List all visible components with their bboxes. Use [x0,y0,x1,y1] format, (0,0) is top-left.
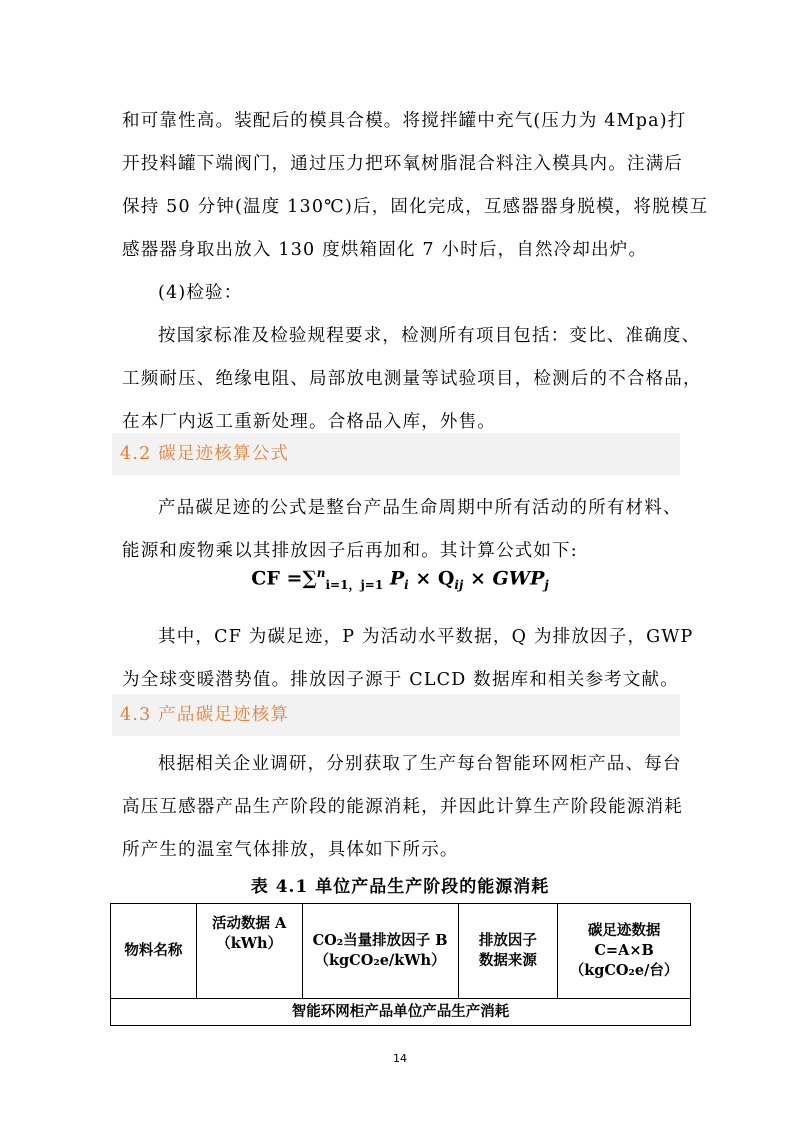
sum-symbol [302,566,383,593]
header-text: 活动数据 A [211,915,287,932]
formula-gwp-sub: j [544,578,549,593]
paragraph-line: 在本厂内返工重新处理。合格品入库，外售。 [122,412,496,432]
formula-gwp: GWP [492,567,545,590]
paragraph-line: 其中，CF 为碳足迹，P 为活动水平数据，Q 为排放因子，GWP [158,627,694,647]
paragraph-line: 所产生的温室气体排放，具体如下所示。 [122,840,459,860]
header-cell-emission-factor [302,904,458,999]
paragraph-line: 和可靠性高。装配后的模具合模。将搅拌罐中充气(压力为 4Mpa)打 [122,111,687,131]
energy-consumption-table [110,903,691,1026]
paragraph-line: 为全球变暖潜势值。排放因子源于 CLCD 数据库和相关参考文献。 [122,670,679,690]
header-text: CO₂当量排放因子 B [312,932,448,949]
section-row-cell: 智能环网柜产品单位产品生产消耗 [111,999,691,1026]
formula-q-sub: ij [454,578,464,593]
table-caption: 表 4.1 单位产品生产阶段的能源消耗 [250,877,550,897]
section-subtitle: (4)检验： [158,283,243,303]
header-text: 数据来源 [478,952,537,969]
formula-lhs: CF = [251,567,303,590]
header-text: 物料名称 [124,942,183,959]
formula-q: Q [437,567,455,590]
paragraph-line: 开投料罐下端阀门，通过压力把环氧树脂混合料注入模具内。注满后 [122,154,683,174]
formula-times: × [469,567,486,590]
header-cell-carbon-footprint [558,904,691,999]
header-cell-activity-data [196,904,302,999]
header-cell-factor-source [458,904,558,999]
table-header-row [111,904,691,999]
sum-upper-limit: n [316,566,326,580]
paragraph-line: 高压互感器产品生产阶段的能源消耗，并因此计算生产阶段能源消耗 [122,797,683,817]
section-heading-4-3: 4.3 产品碳足迹核算 [112,694,680,736]
table-section-row [111,999,691,1026]
paragraph-line: 产品碳足迹的公式是整台产品生命周期中所有活动的所有材料、 [158,498,682,518]
paragraph-line: 按国家标准及检验规程要求，检测所有项目包括：变比、准确度、 [158,326,701,346]
paragraph-line: 保持 50 分钟(温度 130℃)后，固化完成，互感器器身脱模，将脱模互 [122,197,709,217]
header-cell-material [111,904,197,999]
formula-p: P [389,567,405,590]
header-text: （kgCO₂e/kWh） [314,952,446,969]
section-heading-4-2: 4.2 碳足迹核算公式 [112,433,680,475]
paragraph-line: 感器器身取出放入 130 度烘箱固化 7 小时后，自然冷却出炉。 [122,240,648,260]
header-text: （kWh） [216,935,283,952]
paragraph-line: 根据相关企业调研，分别获取了生产每台智能环网柜产品、每台 [158,754,682,774]
formula-times: × [415,567,432,590]
header-text: 排放因子 [478,932,537,949]
header-text: C=A×B [594,942,654,959]
sum-glyph: ∑ [302,567,317,590]
header-text: （kgCO₂e/台） [569,962,679,979]
header-text: 碳足迹数据 [587,922,661,939]
page-number: 14 [393,1052,407,1065]
sum-lower-limit: i=1，j=1 [325,578,384,593]
carbon-footprint-formula [0,566,800,593]
formula-p-sub: i [404,578,409,593]
paragraph-line: 能源和废物乘以其排放因子后再加和。其计算公式如下: [122,541,578,561]
paragraph-line: 工频耐压、绝缘电阻、局部放电测量等试验项目，检测后的不合格品， [122,369,702,389]
